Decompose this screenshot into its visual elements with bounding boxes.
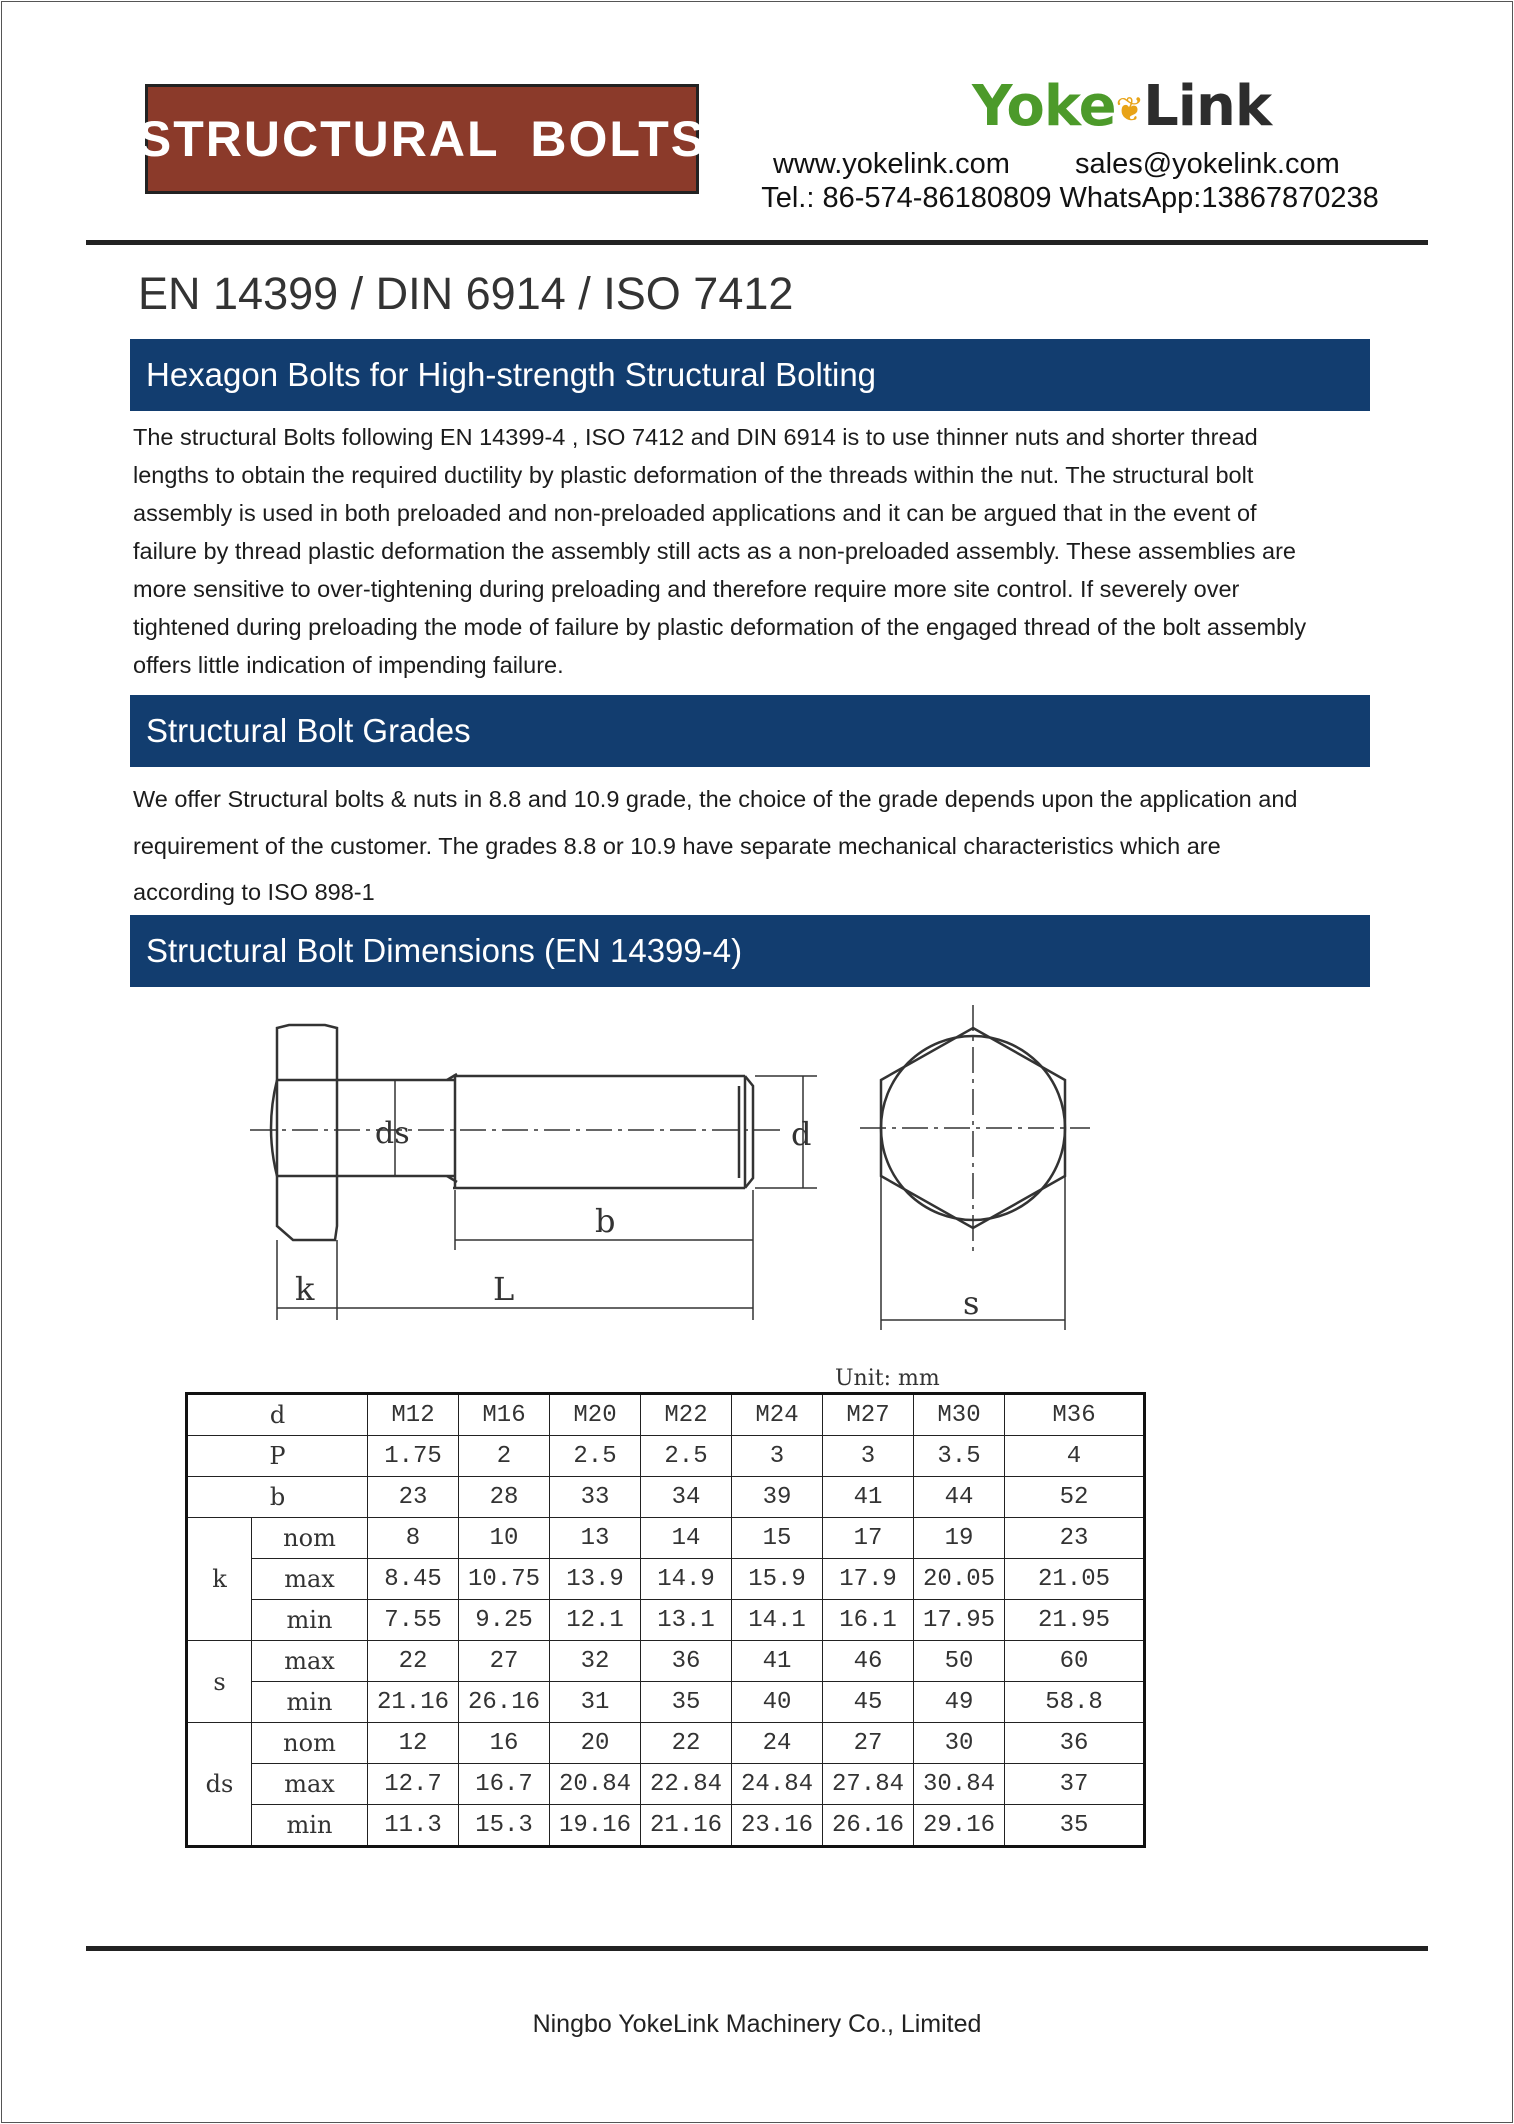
table-cell: 23.16: [732, 1805, 823, 1847]
table-cell: 20.84: [550, 1764, 641, 1805]
email-link[interactable]: sales@yokelink.com: [1075, 148, 1340, 180]
title-banner: [137, 84, 707, 194]
table-cell: 49: [914, 1682, 1005, 1723]
size-cell: M12: [368, 1394, 459, 1436]
label-ds: ds: [375, 1116, 410, 1151]
table-cell: 30.84: [914, 1764, 1005, 1805]
bolt-head-side: [271, 1025, 337, 1240]
table-cell: 23: [368, 1477, 459, 1518]
table-row: [187, 1477, 1145, 1518]
table-cell: 46: [823, 1641, 914, 1682]
text-line: more sensitive to over-tightening during preloading and therefore require more site control. If severely over: [133, 576, 1240, 602]
sub-label: min: [252, 1600, 368, 1641]
bolt-head-hexagon: [860, 1005, 1090, 1255]
table-cell: 15.9: [732, 1559, 823, 1600]
text-line: tightened during preloading the mode of failure by plastic deformation of the engaged thread of the bolt assembly: [133, 614, 1307, 640]
table-cell: 4: [1005, 1436, 1145, 1477]
table-cell: 14.9: [641, 1559, 732, 1600]
sub-label: max: [252, 1764, 368, 1805]
text-line: failure by thread plastic deformation the assembly still acts as a non-preloaded assembly. These assemblies are: [133, 538, 1296, 564]
section-heading-dimensions: Structural Bolt Dimensions (EN 14399-4): [130, 915, 1370, 987]
size-cell: M27: [823, 1394, 914, 1436]
label-d: d: [791, 1115, 812, 1153]
table-cell: 10: [459, 1518, 550, 1559]
table-cell: 14.1: [732, 1600, 823, 1641]
sub-label: min: [252, 1682, 368, 1723]
table-cell: 21.16: [641, 1805, 732, 1847]
table-cell: 21.05: [1005, 1559, 1145, 1600]
table-cell: 22.84: [641, 1764, 732, 1805]
table-cell: 41: [732, 1641, 823, 1682]
text-line: The structural Bolts following EN 14399-4 , ISO 7412 and DIN 6914 is to use thinner nuts and shorter thread: [133, 424, 1258, 450]
table-row: [187, 1394, 1145, 1436]
group-label-ds: ds: [187, 1723, 252, 1847]
table-cell: 9.25: [459, 1600, 550, 1641]
table-cell: 16.7: [459, 1764, 550, 1805]
text-line: offers little indication of impending failure.: [133, 652, 564, 678]
label-L: L: [493, 1270, 515, 1308]
table-cell: 11.3: [368, 1805, 459, 1847]
size-cell: M36: [1005, 1394, 1145, 1436]
table-cell: 58.8: [1005, 1682, 1145, 1723]
label-s: s: [963, 1284, 980, 1322]
group-label-s: s: [187, 1641, 252, 1723]
table-cell: 35: [641, 1682, 732, 1723]
table-row: [187, 1518, 1145, 1559]
table-cell: 2: [459, 1436, 550, 1477]
table-cell: 24: [732, 1723, 823, 1764]
table-cell: 60: [1005, 1641, 1145, 1682]
table-cell: 22: [641, 1723, 732, 1764]
table-cell: 13.9: [550, 1559, 641, 1600]
table-cell: 45: [823, 1682, 914, 1723]
table-row: [187, 1436, 1145, 1477]
leaf-icon: ❦: [1115, 89, 1144, 130]
table-cell: 28: [459, 1477, 550, 1518]
label-b: b: [595, 1202, 616, 1240]
table-cell: 12.1: [550, 1600, 641, 1641]
table-cell: 17.9: [823, 1559, 914, 1600]
sub-label: min: [252, 1805, 368, 1847]
table-cell: 36: [641, 1641, 732, 1682]
table-cell: 10.75: [459, 1559, 550, 1600]
size-cell: M30: [914, 1394, 1005, 1436]
paragraph-intro: [133, 418, 1383, 684]
size-cell: M16: [459, 1394, 550, 1436]
table-cell: 17.95: [914, 1600, 1005, 1641]
table-cell: 2.5: [641, 1436, 732, 1477]
table-cell: 31: [550, 1682, 641, 1723]
table-cell: 3: [823, 1436, 914, 1477]
text-line: according to ISO 898-1: [133, 879, 375, 905]
table-cell: 35: [1005, 1805, 1145, 1847]
table-cell: 40: [732, 1682, 823, 1723]
table-cell: 30: [914, 1723, 1005, 1764]
table-cell: 34: [641, 1477, 732, 1518]
table-cell: 52: [1005, 1477, 1145, 1518]
table-cell: 23: [1005, 1518, 1145, 1559]
sub-label: max: [252, 1559, 368, 1600]
size-cell: M20: [550, 1394, 641, 1436]
footer-rule: [86, 1946, 1428, 1951]
table-cell: 3: [732, 1436, 823, 1477]
sub-label: max: [252, 1641, 368, 1682]
table-row: [187, 1682, 1145, 1723]
table-cell: 13: [550, 1518, 641, 1559]
text-line: We offer Structural bolts & nuts in 8.8 and 10.9 grade, the choice of the grade depends upon the application and: [133, 786, 1298, 812]
footer-company: Ningbo YokeLink Machinery Co., Limited: [532, 2010, 982, 2038]
paragraph-grades: [133, 776, 1383, 916]
table-cell: 8: [368, 1518, 459, 1559]
logo-text-link: Link: [1143, 74, 1272, 139]
logo-text-yoke: Yoke: [972, 74, 1116, 139]
table-row: [187, 1723, 1145, 1764]
row-label-b: b: [187, 1477, 368, 1518]
table-cell: 44: [914, 1477, 1005, 1518]
table-cell: 8.45: [368, 1559, 459, 1600]
table-cell: 20.05: [914, 1559, 1005, 1600]
section-heading-grades: Structural Bolt Grades: [130, 695, 1370, 767]
table-cell: 32: [550, 1641, 641, 1682]
size-cell: M24: [732, 1394, 823, 1436]
text-line: requirement of the customer. The grades 8.8 or 10.9 have separate mechanical characteristics which are: [133, 832, 1221, 859]
table-cell: 12.7: [368, 1764, 459, 1805]
row-label-d: d: [187, 1394, 368, 1436]
table-cell: 12: [368, 1723, 459, 1764]
table-cell: 24.84: [732, 1764, 823, 1805]
table-cell: 36: [1005, 1723, 1145, 1764]
sub-label: nom: [252, 1518, 368, 1559]
table-row: [187, 1805, 1145, 1847]
text-line: lengths to obtain the required ductility by plastic deformation of the threads within the nut. The structural bolt: [133, 462, 1254, 488]
table-cell: 19.16: [550, 1805, 641, 1847]
section-heading-hexagon-bolts: Hexagon Bolts for High-strength Structural Bolting: [130, 339, 1370, 411]
row-label-p: P: [187, 1436, 368, 1477]
table-cell: 16: [459, 1723, 550, 1764]
table-row: [187, 1600, 1145, 1641]
table-cell: 29.16: [914, 1805, 1005, 1847]
table-row: [187, 1641, 1145, 1682]
yokelink-logo: [972, 74, 1271, 139]
table-cell: 3.5: [914, 1436, 1005, 1477]
table-cell: 20: [550, 1723, 641, 1764]
table-cell: 14: [641, 1518, 732, 1559]
table-cell: 19: [914, 1518, 1005, 1559]
unit-label: Unit: mm: [835, 1366, 940, 1391]
table-cell: 27.84: [823, 1764, 914, 1805]
table-cell: 7.55: [368, 1600, 459, 1641]
table-row: [187, 1559, 1145, 1600]
table-cell: 17: [823, 1518, 914, 1559]
title-text: STRUCTURAL BOLTS: [137, 111, 707, 167]
phone-line: Tel.: 86-574-86180809 WhatsApp:13867870238: [761, 182, 1379, 214]
table-cell: 50: [914, 1641, 1005, 1682]
size-cell: M22: [641, 1394, 732, 1436]
text-line: assembly is used in both preloaded and non-preloaded applications and it can be argued that in the event of: [133, 500, 1257, 526]
table-cell: 26.16: [823, 1805, 914, 1847]
table-cell: 1.75: [368, 1436, 459, 1477]
table-cell: 16.1: [823, 1600, 914, 1641]
sub-label: nom: [252, 1723, 368, 1764]
table-cell: 33: [550, 1477, 641, 1518]
table-cell: 26.16: [459, 1682, 550, 1723]
table-cell: 15: [732, 1518, 823, 1559]
website-link[interactable]: www.yokelink.com: [773, 148, 1010, 180]
table-cell: 22: [368, 1641, 459, 1682]
table-row: [187, 1764, 1145, 1805]
table-cell: 39: [732, 1477, 823, 1518]
table-cell: 27: [459, 1641, 550, 1682]
table-cell: 27: [823, 1723, 914, 1764]
dimension-table: [185, 1392, 1146, 1848]
bolt-dimension-drawing: [225, 1000, 1105, 1340]
table-cell: 41: [823, 1477, 914, 1518]
group-label-k: k: [187, 1518, 252, 1641]
table-cell: 2.5: [550, 1436, 641, 1477]
header-rule: [86, 240, 1428, 245]
table-cell: 21.95: [1005, 1600, 1145, 1641]
standard-title: EN 14399 / DIN 6914 / ISO 7412: [138, 268, 794, 319]
table-cell: 15.3: [459, 1805, 550, 1847]
label-k: k: [295, 1270, 315, 1308]
table-cell: 13.1: [641, 1600, 732, 1641]
table-cell: 21.16: [368, 1682, 459, 1723]
table-cell: 37: [1005, 1764, 1145, 1805]
